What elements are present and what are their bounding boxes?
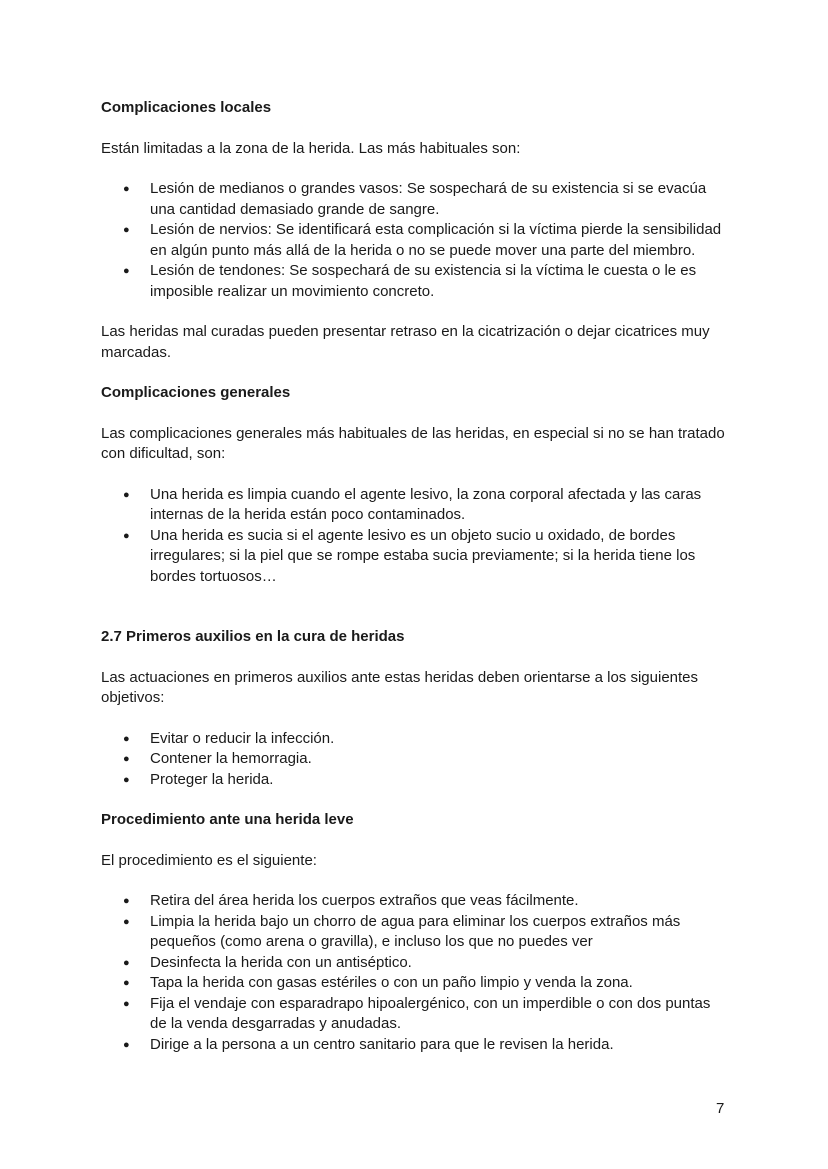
list-item: ● Una herida es sucia si el agente lesivo es un objeto sucio u oxidado, de bordes irregulares; si la piel que se rompe estaba sucia previamente; si la herida tiene los bordes tortuosos… bbox=[101, 526, 729, 588]
list-item: ● Lesión de nervios: Se identificará esta complicación si la víctima pierde la sensibilidad en algún punto más allá de la herida o no se puede mover una parte del miembro. bbox=[101, 220, 729, 261]
local-intro: Están limitadas a la zona de la herida. Las más habituales son: bbox=[101, 139, 521, 157]
heading-procedimiento: Procedimiento ante una herida leve bbox=[101, 811, 354, 828]
local-closing: Las heridas mal curadas pueden presentar retraso en la cicatrización o dejar cicatrices muy marcadas. bbox=[101, 323, 710, 361]
local-list bbox=[101, 179, 729, 302]
heading-primeros-auxilios: 2.7 Primeros auxilios en la cura de heridas bbox=[101, 628, 405, 645]
list-item: ● Limpia la herida bajo un chorro de agua para eliminar los cuerpos extraños más pequeños (como arena o gravilla), e incluso los que no puedes ver bbox=[101, 912, 729, 953]
heading-complicaciones-locales: Complicaciones locales bbox=[101, 99, 272, 116]
list-item: ● Fija el vendaje con esparadrapo hipoalergénico, con un imperdible o con dos puntas de la venda desgarradas y anudadas. bbox=[101, 994, 729, 1035]
list-item: ● Lesión de medianos o grandes vasos: Se sospechará de su existencia si se evacúa una cantidad demasiado grande de sangre. bbox=[101, 179, 729, 220]
general-intro: Las complicaciones generales más habituales de las heridas, en especial si no se han tratado con dificultad, son: bbox=[101, 424, 725, 462]
procedure-intro: El procedimiento es el siguiente: bbox=[101, 851, 317, 869]
general-list bbox=[101, 485, 729, 588]
list-item: ● Una herida es limpia cuando el agente lesivo, la zona corporal afectada y las caras internas de la herida están poco contaminados. bbox=[101, 485, 729, 526]
list-item: ● Dirige a la persona a un centro sanitario para que le revisen la herida. bbox=[101, 1035, 729, 1056]
first-aid-list bbox=[101, 729, 729, 791]
list-item: ● Lesión de tendones: Se sospechará de su existencia si la víctima le cuesta o le es imposible realizar un movimiento concreto. bbox=[101, 261, 729, 302]
first-aid-intro: Las actuaciones en primeros auxilios ante estas heridas deben orientarse a los siguientes objetivos: bbox=[101, 668, 699, 706]
list-item: ● Contener la hemorragia. bbox=[101, 749, 729, 770]
list-item: ● Retira del área herida los cuerpos extraños que veas fácilmente. bbox=[101, 891, 729, 912]
list-item: ● Desinfecta la herida con un antiséptico. bbox=[101, 953, 729, 974]
list-item: ● Evitar o reducir la infección. bbox=[101, 729, 729, 750]
document-page bbox=[101, 98, 729, 1055]
heading-complicaciones-generales: Complicaciones generales bbox=[101, 384, 291, 401]
list-item: ● Tapa la herida con gasas estériles o con un paño limpio y venda la zona. bbox=[101, 973, 729, 994]
list-item: ● Proteger la herida. bbox=[101, 770, 729, 791]
procedure-list bbox=[101, 891, 729, 1055]
page-number: 7 bbox=[716, 1100, 725, 1117]
